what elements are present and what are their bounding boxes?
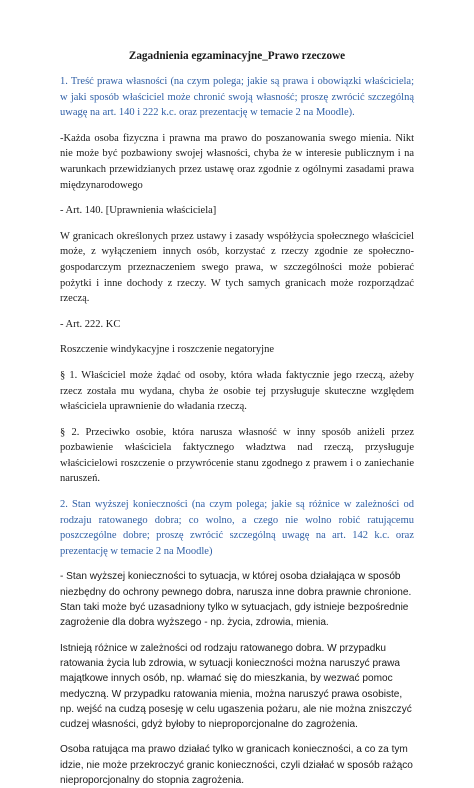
paragraph-art-222-s1: § 1. Właściciel może żądać od osoby, która włada faktycznie jego rzeczą, ażeby rzecz została mu wydana, chyba że osobie tej przysługuje skuteczne względem właściciela uprawnienie do władania rzeczą.: [60, 369, 414, 413]
spacer: [60, 358, 414, 368]
spacer: [60, 415, 414, 425]
paragraph-claims-heading: Roszczenie windykacyjne i roszczenie negatoryjne: [60, 344, 274, 356]
paragraph-art-222-s2: § 2. Przeciwko osobie, która narusza własność w inny sposób aniżeli przez pozbawienie właściciela faktycznego władztwa nad rzeczą, przysługuje właścicielowi roszczenie o przywrócenie stanu zgodnego z prawem i o zaniechanie naruszeń.: [60, 426, 414, 485]
heading-art-222: - Art. 222. KC: [60, 318, 121, 330]
spacer: [60, 631, 414, 641]
paragraph-ownership-right: -Każda osoba fizyczna i prawna ma prawo do poszanowania swego mienia. Nikt nie może być pozbawiony swojej własności, chyba że w interesie publicznym i na warunkach przewidzianych przez ustawę oraz zgodnie z ogólnymi zasadami prawa międzynarodowego: [60, 132, 414, 191]
spacer: [60, 193, 414, 203]
question-2: 2. Stan wyższej konieczności (na czym polega; jakie są różnice w zależności od rodzaju ratowanego dobra; co wolno, a czego nie wolno robić ratującemu poszczególne dobre; proszę zwrócić szczególną uwagę na art. 142 k.c. oraz prezentację w temacie 2 na Moodle): [60, 499, 414, 557]
spacer: [60, 332, 414, 342]
document-title: Zagadnienia egzaminacyjne_Prawo rzeczowe: [128, 50, 346, 62]
paragraph-art-140: W granicach określonych przez ustawy i zasady współżycia społecznego właściciel może, z wyłączeniem innych osób, korzystać z rzeczy zgodnie ze społeczno-gospodarczym przeznaczeniem swego prawa, w szczególności może pobierać pożytki i inne dochody z rzeczy. W tych samych granicach może rozporządzać rzeczą.: [60, 230, 414, 305]
spacer: [60, 732, 414, 742]
spacer: [60, 121, 414, 131]
spacer: [60, 307, 414, 317]
paragraph-necessity-definition: - Stan wyższej konieczności to sytuacja, w której osoba działająca w sposób niezbędny do ochrony pewnego dobra, narusza inne dobra prawnie chronione. Stan taki może być uzasadniony tylko w sytuacjach, gdy istnieje bezpośrednie zagrożenie dla dobra wyższego - np. życia, zdrowia, mienia.: [60, 571, 412, 629]
spacer: [60, 487, 414, 497]
heading-art-140: - Art. 140. [Uprawnienia właściciela]: [60, 205, 217, 217]
spacer: [60, 559, 414, 569]
spacer: [60, 219, 414, 229]
question-1: 1. Treść prawa własności (na czym polega; jakie są prawa i obowiązki właściciela; w jaki sposób właściciel może chronić swoją własność; proszę zwrócić szczególną uwagę na art. 140 i 222 k.c. oraz prezentację w temacie 2 na Moodle).: [60, 76, 414, 119]
paragraph-necessity-limits: Osoba ratująca ma prawo działać tylko w granicach konieczności, a co za tym idzie, nie może przekroczyć granic konieczności, czyli działać w sposób rażąco nieproporcjonalny do stopnia zagrożenia.: [60, 744, 413, 786]
paragraph-necessity-differences: Istnieją różnice w zależności od rodzaju ratowanego dobra. W przypadku ratowania życia lub zdrowia, w sytuacji konieczności można naruszyć prawa majątkowe innych osób, np. włamać się do mieszkania, by wezwać pomoc medyczną. W przypadku ratowania mienia, można naruszyć prawa osobiste, np. wejść na cudzą posesję w celu ugaszenia pożaru, ale nie można zniszczyć cudzej własności, gdyż byłoby to nieproporcjonalne do zagrożenia.: [60, 642, 412, 731]
